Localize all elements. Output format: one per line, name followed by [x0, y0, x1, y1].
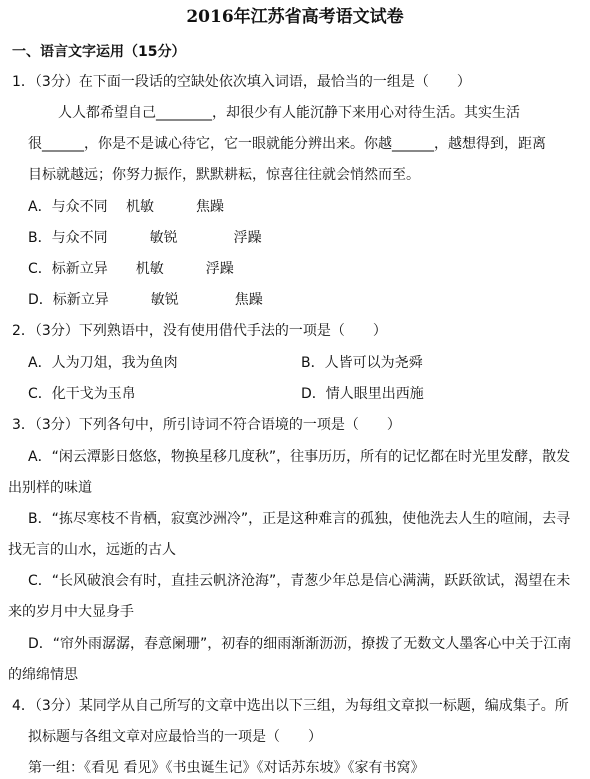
page-title: 2016年江苏省高考语文试卷 [186, 7, 404, 27]
question-2-option-b: B．人皆可以为尧舜 [301, 355, 423, 371]
question-1-option-d: D．标新立异 敏锐 焦躁 [28, 292, 263, 308]
question-1-passage-line1: 人人都希望自己________，却很少有人能沉静下来用心对待生活。其实生活 [58, 105, 520, 121]
question-3-option-b-line1: B．“拣尽寒枝不肯栖，寂寞沙洲冷”，正是这种难言的孤独，使他洗去人生的喧闹，去寻 [28, 511, 571, 527]
question-4-group-1: 第一组：《看见 看见》《书虫诞生记》《对话苏东坡》《家有书窝》 [28, 760, 425, 776]
question-4-stem-line1: 4．（3分）某同学从自己所写的文章中选出以下三组，为每组文章拟一标题，编成集子。所 [12, 698, 569, 714]
question-3-stem: 3．（3分）下列各句中，所引诗词不符合语境的一项是（ ） [12, 417, 401, 433]
question-1-stem: 1．（3分）在下面一段话的空缺处依次填入词语，最恰当的一组是（ ） [12, 74, 471, 90]
question-3-option-c-line1: C．“长风破浪会有时，直挂云帆济沧海”，青葱少年总是信心满满，跃跃欲试，渴望在未 [28, 573, 571, 589]
question-3-option-a-line2: 出别样的味道 [8, 480, 92, 496]
question-2-option-c: C．化干戈为玉帛 [28, 386, 136, 402]
question-2-stem: 2．（3分）下列熟语中，没有使用借代手法的一项是（ ） [12, 323, 387, 339]
question-3-option-d-line2: 的绵绵情思 [8, 667, 78, 683]
question-3-option-d-line1: D．“帘外雨潺潺，春意阑珊”，初春的细雨渐渐沥沥，撩拨了无数文人墨客心中关于江南 [28, 636, 572, 652]
section-heading: 一、语言文字运用（15分） [12, 44, 186, 60]
question-1-passage-line3: 目标就越远；你努力振作，默默耕耘，惊喜往往就会悄然而至。 [28, 167, 420, 183]
question-4-stem-line2: 拟标题与各组文章对应最恰当的一项是（ ） [28, 729, 322, 745]
question-1-passage-line2: 很______，你是不是诚心待它，它一眼就能分辨出来。你越______，越想得到，距离 [28, 136, 546, 152]
question-3-option-a-line1: A．“闲云潭影日悠悠，物换星移几度秋”，往事历历，所有的记忆都在时光里发酵，散发 [28, 449, 571, 465]
question-3-option-b-line2: 找无言的山水，远逝的古人 [8, 542, 176, 558]
question-1-option-c: C．标新立异 机敏 浮躁 [28, 261, 234, 277]
question-2-option-a: A．人为刀俎，我为鱼肉 [28, 355, 178, 371]
question-2-option-d: D．情人眼里出西施 [301, 386, 424, 402]
question-1-option-b: B．与众不同 敏锐 浮躁 [28, 230, 262, 246]
question-1-option-a: A．与众不同 机敏 焦躁 [28, 199, 225, 215]
question-3-option-c-line2: 来的岁月中大显身手 [8, 604, 134, 620]
